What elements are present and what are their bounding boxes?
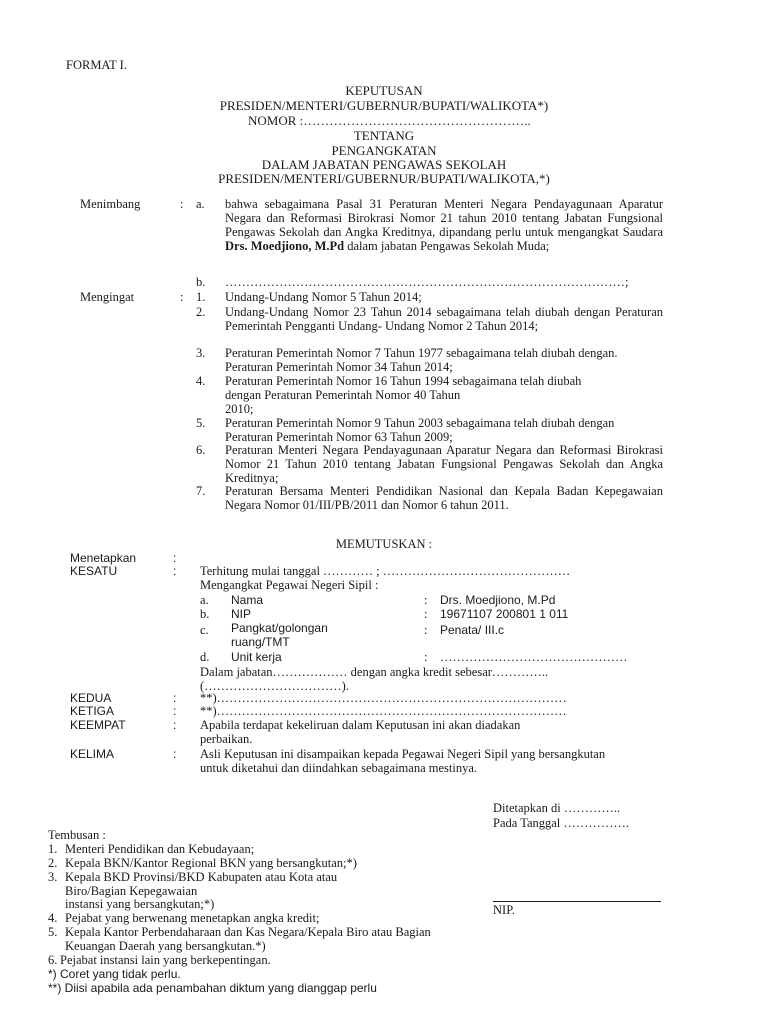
- mengingat-item: Peraturan Pemerintah Nomor 7 Tahun 1977 sebagaimana telah diubah dengan. Peraturan Pemerintah Nomor 34 Tahun 2014;: [225, 346, 618, 374]
- mengingat-item: Peraturan Pemerintah Nomor 9 Tahun 2003 sebagaimana telah diubah dengan Peraturan Pemerintah Nomor 63 Tahun 2009;: [225, 416, 615, 444]
- field-key: b.: [200, 607, 210, 621]
- field-value-unit: ………………………………………: [440, 650, 628, 664]
- signature-nip: NIP.: [493, 903, 515, 917]
- field-colon: :: [424, 650, 428, 664]
- tembusan-item: Kepala Kantor Perbendaharaan dan Kas Negara/Kepala Biro atau Bagian: [65, 925, 431, 939]
- mengingat-number: 6.: [196, 443, 206, 457]
- decree-subject-detail: DALAM JABATAN PENGAWAS SEKOLAH: [261, 157, 507, 172]
- kedua-text: **)…………………………………………………………………………: [200, 691, 567, 705]
- mengingat-item: Peraturan Menteri Negara Pendayagunaan Aparatur Negara dan Reformasi Birokrasi Nomor 21 Tahun 2010 tentang Jabatan Fungsional Pengawas Sekolah dan Angka Kreditnya;: [225, 443, 663, 485]
- appointee-name: Drs. Moedjiono, M.Pd: [225, 239, 345, 253]
- field-key: c.: [200, 623, 209, 637]
- decree-about: TENTANG: [353, 128, 415, 143]
- mengingat-item: Peraturan Bersama Menteri Pendidikan Nasional dan Kepala Badan Kepegawaian Negara Nomor 01/III/PB/2011 dan Nomor 6 tahun 2011.: [225, 484, 663, 512]
- mengingat-number: 3.: [196, 346, 206, 360]
- mengingat-item: Peraturan Pemerintah Nomor 16 Tahun 1994 sebagaimana telah diubah: [225, 374, 582, 388]
- decree-subject: PENGANGKATAN: [331, 143, 437, 158]
- decree-number: NOMOR :……………………………………………..: [248, 113, 531, 128]
- mengingat-number: 2.: [196, 305, 206, 319]
- mengingat-item: Undang-Undang Nomor 23 Tahun 2014 sebagaimana telah diubah dengan Peraturan Pemerintah Pengganti Undang- Undang Nomor 2 Tahun 2014;: [225, 305, 663, 333]
- field-value-name: Drs. Moedjiono, M.Pd: [440, 593, 556, 607]
- kesatu-jabatan-line: Dalam jabatan……………… dengan angka kredit sebesar…………..: [200, 665, 549, 679]
- menetapkan-colon: :: [173, 551, 177, 565]
- mengingat-item: Undang-Undang Nomor 5 Tahun 2014;: [225, 290, 422, 304]
- keempat-text-cont: perbaikan.: [200, 732, 253, 746]
- mengingat-label: Mengingat: [80, 290, 135, 304]
- ketiga-text: **)…………………………………………………………………………: [200, 704, 567, 718]
- kesatu-label: KESATU: [70, 564, 118, 578]
- field-name: Pangkat/golongan: [231, 621, 328, 635]
- keempat-colon: :: [173, 718, 177, 732]
- tembusan-item: Pejabat yang berwenang menetapkan angka kredit;: [65, 911, 320, 925]
- tembusan-number: 2.: [48, 856, 58, 870]
- field-colon: :: [424, 607, 428, 621]
- mengingat-colon: :: [180, 290, 184, 304]
- field-name-cont: ruang/TMT: [231, 635, 290, 649]
- mengingat-number: 7.: [196, 484, 206, 498]
- tembusan-title: Tembusan :: [48, 828, 106, 842]
- decree-issuer: PRESIDEN/MENTERI/GUBERNUR/BUPATI/WALIKOTA*): [219, 98, 549, 113]
- tembusan-number: 4.: [48, 911, 58, 925]
- kesatu-colon: :: [173, 564, 177, 578]
- kesatu-kredit-line: (……………………………).: [200, 679, 349, 693]
- field-colon: :: [424, 623, 428, 637]
- tembusan-number: 6.: [48, 953, 58, 967]
- field-name: Nama: [231, 593, 264, 607]
- kedua-label: KEDUA: [70, 691, 112, 705]
- kesatu-date-line: Terhitung mulai tanggal ………… ; ………………………………………: [200, 564, 571, 578]
- kelima-label: KELIMA: [70, 747, 115, 761]
- footnote-single-star: *) Coret yang tidak perlu.: [48, 967, 181, 981]
- tembusan-number: 5.: [48, 925, 58, 939]
- field-key: d.: [200, 650, 210, 664]
- menimbang-label: Menimbang: [80, 197, 141, 211]
- memutuskan-title: MEMUTUSKAN :: [335, 537, 433, 551]
- field-name: NIP: [231, 607, 252, 621]
- mengingat-number: 4.: [196, 374, 206, 388]
- field-colon: :: [424, 593, 428, 607]
- field-value-rank: Penata/ III.c: [440, 623, 505, 637]
- tembusan-number: 3.: [48, 870, 58, 884]
- signature-line: [493, 901, 661, 902]
- signature-date: Pada Tanggal …………….: [493, 816, 630, 830]
- tembusan-item-cont: Keuangan Daerah yang bersangkutan.*): [65, 939, 266, 953]
- menimbang-b-text: ……………………………………………………………………………………;: [225, 275, 629, 289]
- menimbang-b-number: b.: [196, 275, 206, 289]
- menetapkan-label: Menetapkan: [70, 551, 137, 565]
- tembusan-item-cont: instansi yang bersangkutan;*): [65, 897, 215, 911]
- signature-place: Ditetapkan di …………..: [493, 801, 621, 815]
- footnote-double-star: **) Diisi apabila ada penambahan diktum yang dianggap perlu: [48, 981, 377, 995]
- field-value-nip: 19671107 200801 1 011: [440, 607, 569, 621]
- mengingat-item-cont: dengan Peraturan Pemerintah Nomor 40 Tahun: [225, 388, 461, 402]
- mengingat-number: 5.: [196, 416, 206, 430]
- tembusan-number: 1.: [48, 842, 58, 856]
- menimbang-colon: :: [180, 197, 184, 211]
- kelima-text-cont: untuk diketahui dan diindahkan sebagaimana mestinya.: [200, 761, 478, 775]
- field-name: Unit kerja: [231, 650, 282, 664]
- tembusan-item: Kepala BKD Provinsi/BKD Kabupaten atau Kota atau: [65, 870, 338, 884]
- menimbang-a-number: a.: [196, 197, 205, 211]
- format-label: FORMAT I.: [66, 58, 127, 72]
- keempat-text: Apabila terdapat kekeliruan dalam Keputusan ini akan diadakan: [200, 718, 521, 732]
- decree-title: KEPUTUSAN: [345, 83, 423, 98]
- keempat-label: KEEMPAT: [70, 718, 126, 732]
- mengingat-number: 1.: [196, 290, 206, 304]
- ketiga-colon: :: [173, 704, 177, 718]
- kelima-colon: :: [173, 747, 177, 761]
- decree-issuer-repeat: PRESIDEN/MENTERI/GUBERNUR/BUPATI/WALIKOTA,*): [218, 171, 550, 186]
- kelima-text: Asli Keputusan ini disampaikan kepada Pegawai Negeri Sipil yang bersangkutan: [200, 747, 606, 761]
- mengingat-item-cont: 2010;: [225, 402, 254, 416]
- kedua-colon: :: [173, 691, 177, 705]
- tembusan-item: Menteri Pendidikan dan Kebudayaan;: [65, 842, 255, 856]
- ketiga-label: KETIGA: [70, 704, 115, 718]
- kesatu-appoint-line: Mengangkat Pegawai Negeri Sipil :: [200, 578, 379, 592]
- tembusan-item: Kepala BKN/Kantor Regional BKN yang bersangkutan;*): [65, 856, 357, 870]
- menimbang-a-text: bahwa sebagaimana Pasal 31 Peraturan Menteri Negara Pendayagunaan Aparatur Negara dan Reformasi Birokrasi Nomor 21 tahun 2010 tentang Jabatan Fungsional Pengawas Sekolah dan Angka Kreditnya, dipandang perlu untuk mengangkat Saudara Drs. Moedjiono, M.Pd dalam jabatan Pengawas Sekolah Muda;: [225, 197, 663, 253]
- tembusan-item: Pejabat instansi lain yang berkepentingan.: [60, 953, 271, 967]
- field-key: a.: [200, 593, 209, 607]
- tembusan-item-cont: Biro/Bagian Kepegawaian: [65, 884, 198, 898]
